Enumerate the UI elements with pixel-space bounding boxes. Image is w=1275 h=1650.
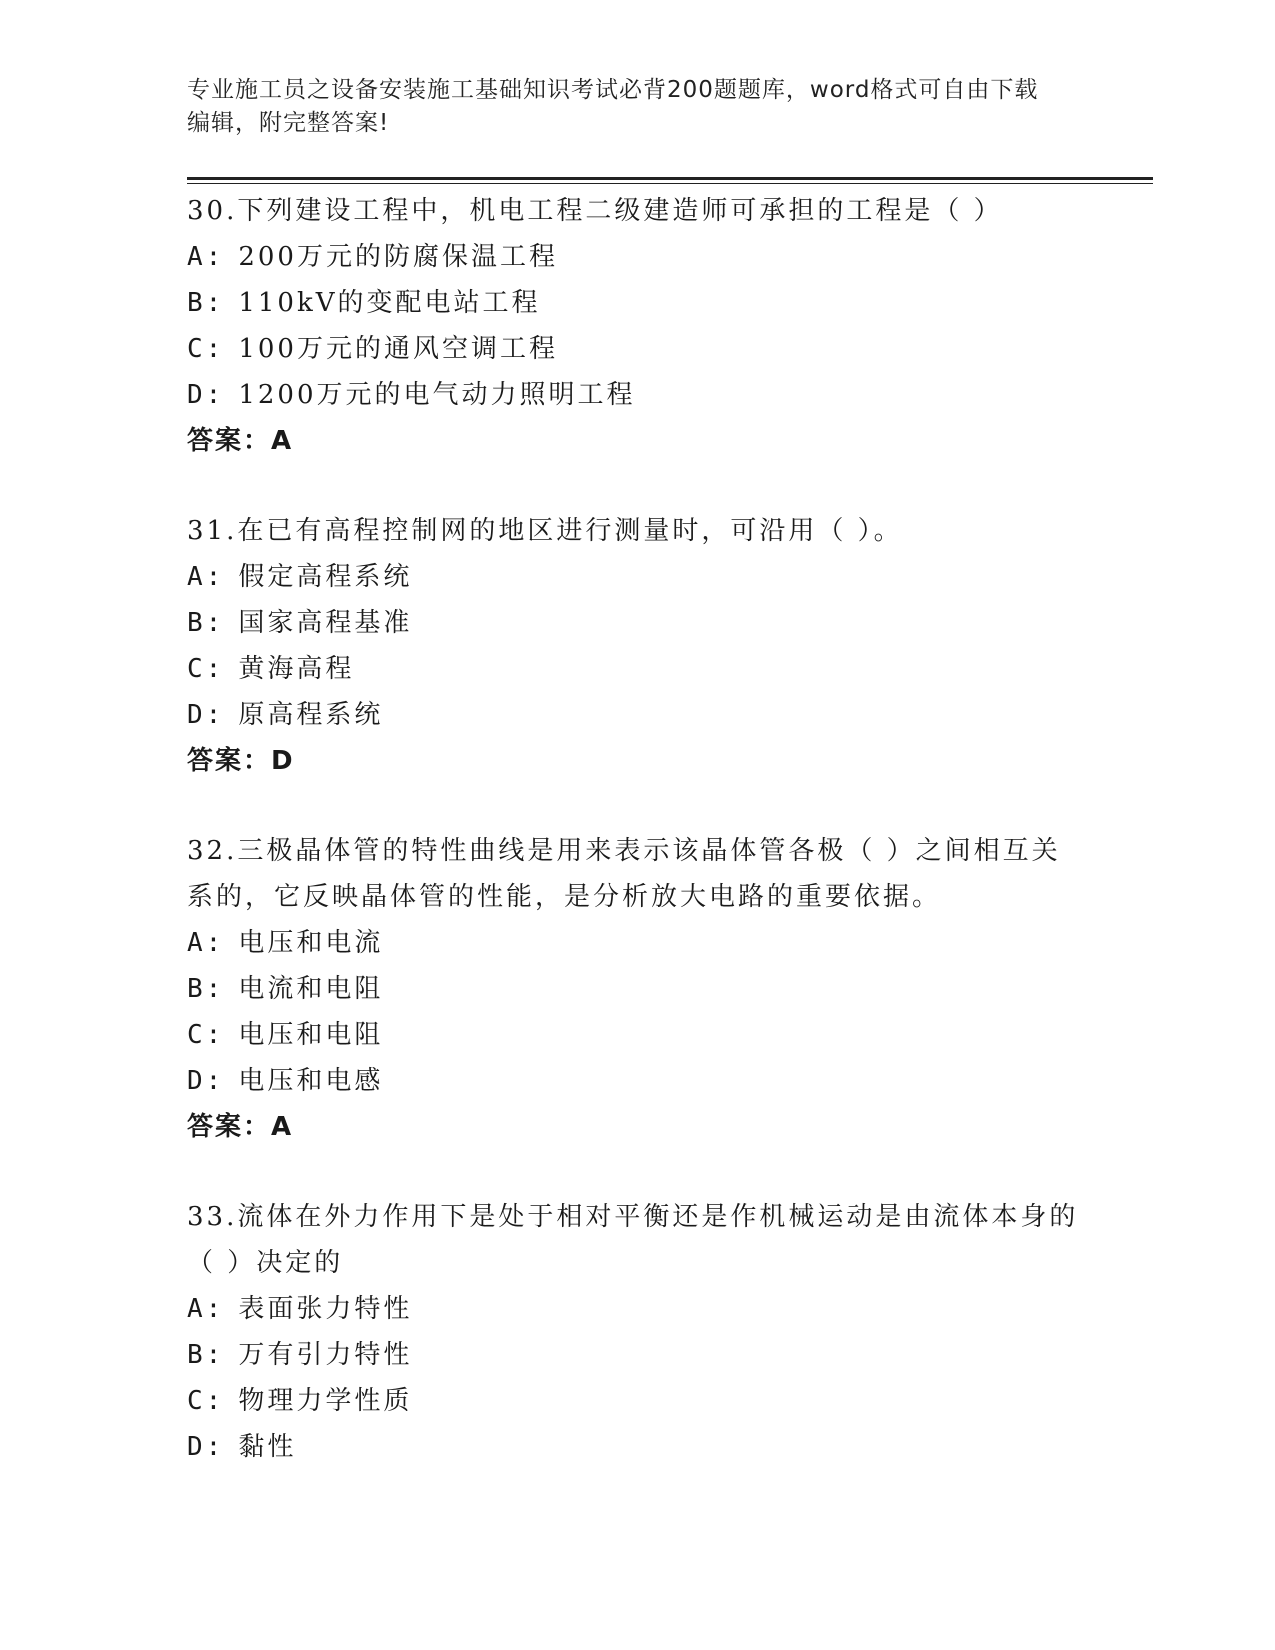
option-letter: C: <box>187 334 225 364</box>
option-letter: B: <box>187 974 225 1004</box>
option-letter: B: <box>187 608 225 638</box>
option-text: 假定高程系统 <box>238 562 413 592</box>
option-text: 黄海高程 <box>238 654 355 684</box>
question-33 <box>187 1194 1087 1470</box>
option-letter: C: <box>187 1386 225 1416</box>
option-d <box>187 692 1087 738</box>
question-32 <box>187 828 1087 1150</box>
option-text: 电压和电阻 <box>238 1020 384 1050</box>
header-line-1: 专业施工员之设备安装施工基础知识考试必背200题题库，word格式可自由下载 <box>187 77 1039 103</box>
option-letter: A: <box>187 1294 225 1324</box>
option-letter: A: <box>187 928 225 958</box>
option-text: 原高程系统 <box>238 700 384 730</box>
answer: 答案：A <box>187 426 294 456</box>
option-text: 电流和电阻 <box>238 974 384 1004</box>
header-divider-thin <box>187 183 1153 184</box>
option-letter: C: <box>187 654 225 684</box>
option-a <box>187 1286 1087 1332</box>
question-text: 33.流体在外力作用下是处于相对平衡还是作机械运动是由流体本身的（ ）决定的 <box>187 1202 1079 1278</box>
option-text: 物理力学性质 <box>238 1386 413 1416</box>
option-b <box>187 966 1087 1012</box>
option-letter: C: <box>187 1020 225 1050</box>
header-line-2: 编辑，附完整答案! <box>187 110 390 136</box>
option-c <box>187 1012 1087 1058</box>
option-d <box>187 372 1087 418</box>
question-text: 32.三极晶体管的特性曲线是用来表示该晶体管各极（ ）之间相互关系的，它反映晶体管的性能，是分析放大电路的重要依据。 <box>187 836 1061 912</box>
option-text: 110kV的变配电站工程 <box>238 288 541 318</box>
question-list <box>187 188 1087 1514</box>
option-letter: D: <box>187 1432 225 1462</box>
option-text: 电压和电感 <box>238 1066 384 1096</box>
option-letter: B: <box>187 1340 225 1370</box>
option-c <box>187 326 1087 372</box>
header-divider-thick <box>187 177 1153 180</box>
option-d <box>187 1424 1087 1470</box>
option-a <box>187 234 1087 280</box>
question-31 <box>187 508 1087 784</box>
question-30 <box>187 188 1087 464</box>
document-header <box>187 74 1067 140</box>
option-text: 200万元的防腐保温工程 <box>238 242 558 272</box>
answer: 答案：D <box>187 746 295 776</box>
option-letter: A: <box>187 562 225 592</box>
option-letter: B: <box>187 288 225 318</box>
option-c <box>187 1378 1087 1424</box>
option-b <box>187 1332 1087 1378</box>
option-letter: A: <box>187 242 225 272</box>
answer: 答案：A <box>187 1112 294 1142</box>
option-letter: D: <box>187 1066 225 1096</box>
option-letter: D: <box>187 380 225 410</box>
option-text: 万有引力特性 <box>238 1340 413 1370</box>
question-text: 30.下列建设工程中，机电工程二级建造师可承担的工程是（ ） <box>187 196 1003 226</box>
option-c <box>187 646 1087 692</box>
option-letter: D: <box>187 700 225 730</box>
option-text: 黏性 <box>238 1432 297 1462</box>
option-b <box>187 280 1087 326</box>
option-text: 100万元的通风空调工程 <box>238 334 558 364</box>
option-text: 电压和电流 <box>238 928 384 958</box>
option-text: 1200万元的电气动力照明工程 <box>238 380 636 410</box>
option-a <box>187 554 1087 600</box>
option-b <box>187 600 1087 646</box>
question-text: 31.在已有高程控制网的地区进行测量时，可沿用（ ）。 <box>187 516 903 546</box>
option-a <box>187 920 1087 966</box>
option-text: 表面张力特性 <box>238 1294 413 1324</box>
option-text: 国家高程基准 <box>238 608 413 638</box>
option-d <box>187 1058 1087 1104</box>
